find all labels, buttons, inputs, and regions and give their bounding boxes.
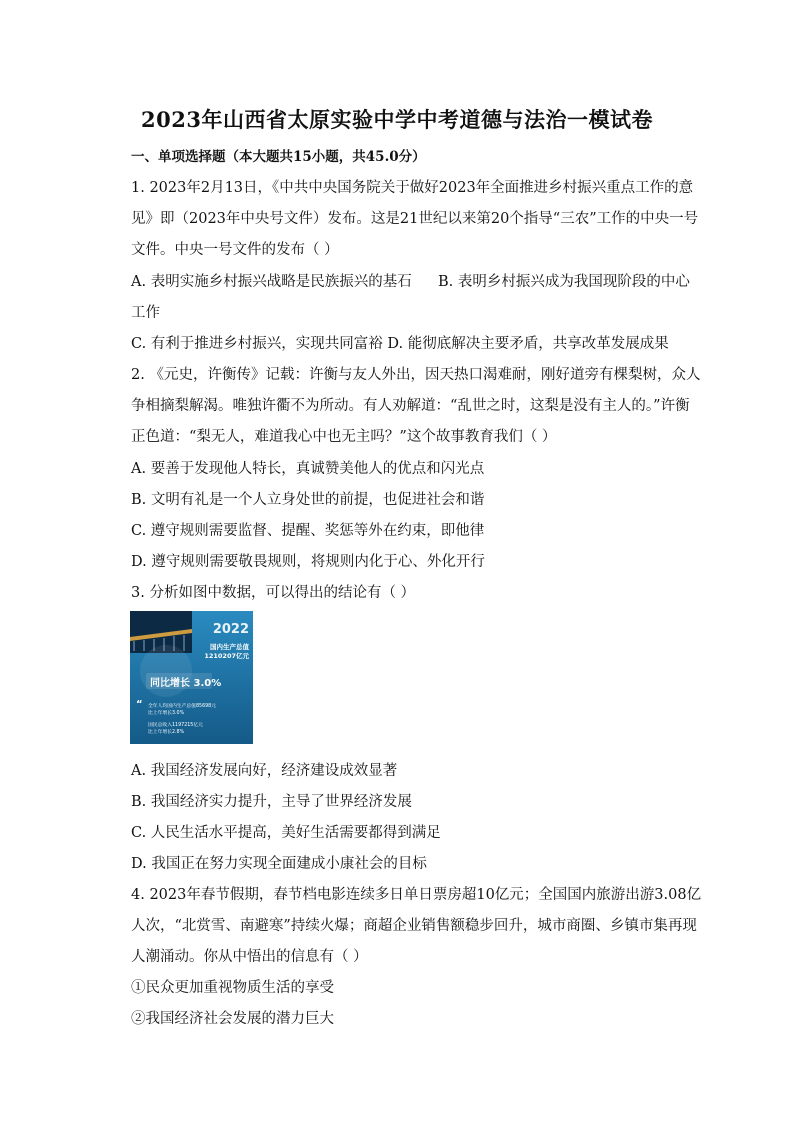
q2-stem-line3: 正色道：“梨无人，难道我心中也无主吗？”这个故事教育我们（ ） [131,429,557,445]
gross-national-income: 国民总收入1197215亿元 [148,723,203,728]
decorative-glow [140,645,192,697]
q4-stem-line1: 4. 2023年春节假期，春节档电影连续多日单日票房超10亿元；全国国内旅游出游3.08亿 [131,887,702,903]
gdp-value: 1210207亿元 [204,652,249,660]
q2-option-a: A. 要善于发现他人特长，真诚赞美他人的优点和闪光点 [131,461,485,477]
q2-option-d: D. 遵守规则需要敬畏规则，将规则内化于心、外化开行 [131,554,485,570]
section-heading: 一、单项选择题（本大题共15小题，共45.0分） [131,149,426,165]
infographic-year: 2022 [212,622,249,637]
q2-stem-line1: 2. 《元史，许衡传》记载：许衡与友人外出，因天热口渴难耐，刚好道旁有棵梨树，众人 [131,367,701,383]
q2-option-c: C. 遵守规则需要监督、提醒、奖惩等外在约束，即他律 [131,523,485,539]
gdp-label: 国内生产总值 [210,643,249,651]
q2-stem-line2: 争相摘梨解渴。唯独许衢不为所动。有人劝解道：“乱世之时，这梨是没有主人的。”许衡 [131,398,690,414]
exam-title: 2023年山西省太原实验中学中考道德与法治一模试卷 [141,107,653,132]
q4-item-1: ①民众更加重视物质生活的享受 [131,980,334,996]
q4-stem-line3: 人潮涌动。你从中悟出的信息有（ ） [131,949,368,965]
gni-growth: 比上年增长2.8% [148,730,185,735]
q3-option-d: D. 我国正在努力实现全面建成小康社会的目标 [131,856,427,872]
per-capita-gdp-growth: 比上年增长3.0% [148,711,185,716]
growth-rate: 同比增长 3.0% [150,678,222,689]
q1-option-b: B. 表明乡村振兴成为我国现阶段的中心 [438,274,690,290]
q2-option-b: B. 文明有礼是一个人立身处世的前提，也促进社会和谐 [131,492,485,508]
gdp-infographic-svg [130,611,253,744]
q1-stem-line2: 见》即（2023年中央号文件）发布。这是21世纪以来第20个指导“三农”工作的中央一号 [131,211,699,227]
q4-stem-line2: 人次，“北赏雪、南避寒”持续火爆；商超企业销售额稳步回升，城市商圈、乡镇市集再现 [131,918,697,934]
q1-option-a: A. 表明实施乡村振兴战略是民族振兴的基石 [131,274,412,290]
q1-stem-line3: 文件。中央一号文件的发布（ ） [131,242,339,258]
gdp-infographic-image [130,611,253,744]
q1-option-b-continued: 工作 [131,305,160,321]
q3-option-a: A. 我国经济发展向好，经济建设成效显著 [131,763,398,779]
q3-stem: 3. 分析如图中数据，可以得出的结论有（ ） [131,585,416,601]
q3-option-c: C. 人民生活水平提高，美好生活需要都得到满足 [131,825,441,841]
q1-stem-line1: 1. 2023年2月13日，《中共中央国务院关于做好2023年全面推进乡村振兴重点工作的意 [131,180,694,196]
per-capita-gdp: 全年人均国内生产总值85698元 [148,704,217,709]
q4-item-2: ②我国经济社会发展的潜力巨大 [131,1011,334,1027]
q1-options-cd: C. 有利于推进乡村振兴，实现共同富裕 D. 能彻底解决主要矛盾，共享改革发展成果 [131,336,669,352]
quote-mark-icon: “ [136,699,143,710]
q3-option-b: B. 我国经济实力提升，主导了世界经济发展 [131,794,412,810]
